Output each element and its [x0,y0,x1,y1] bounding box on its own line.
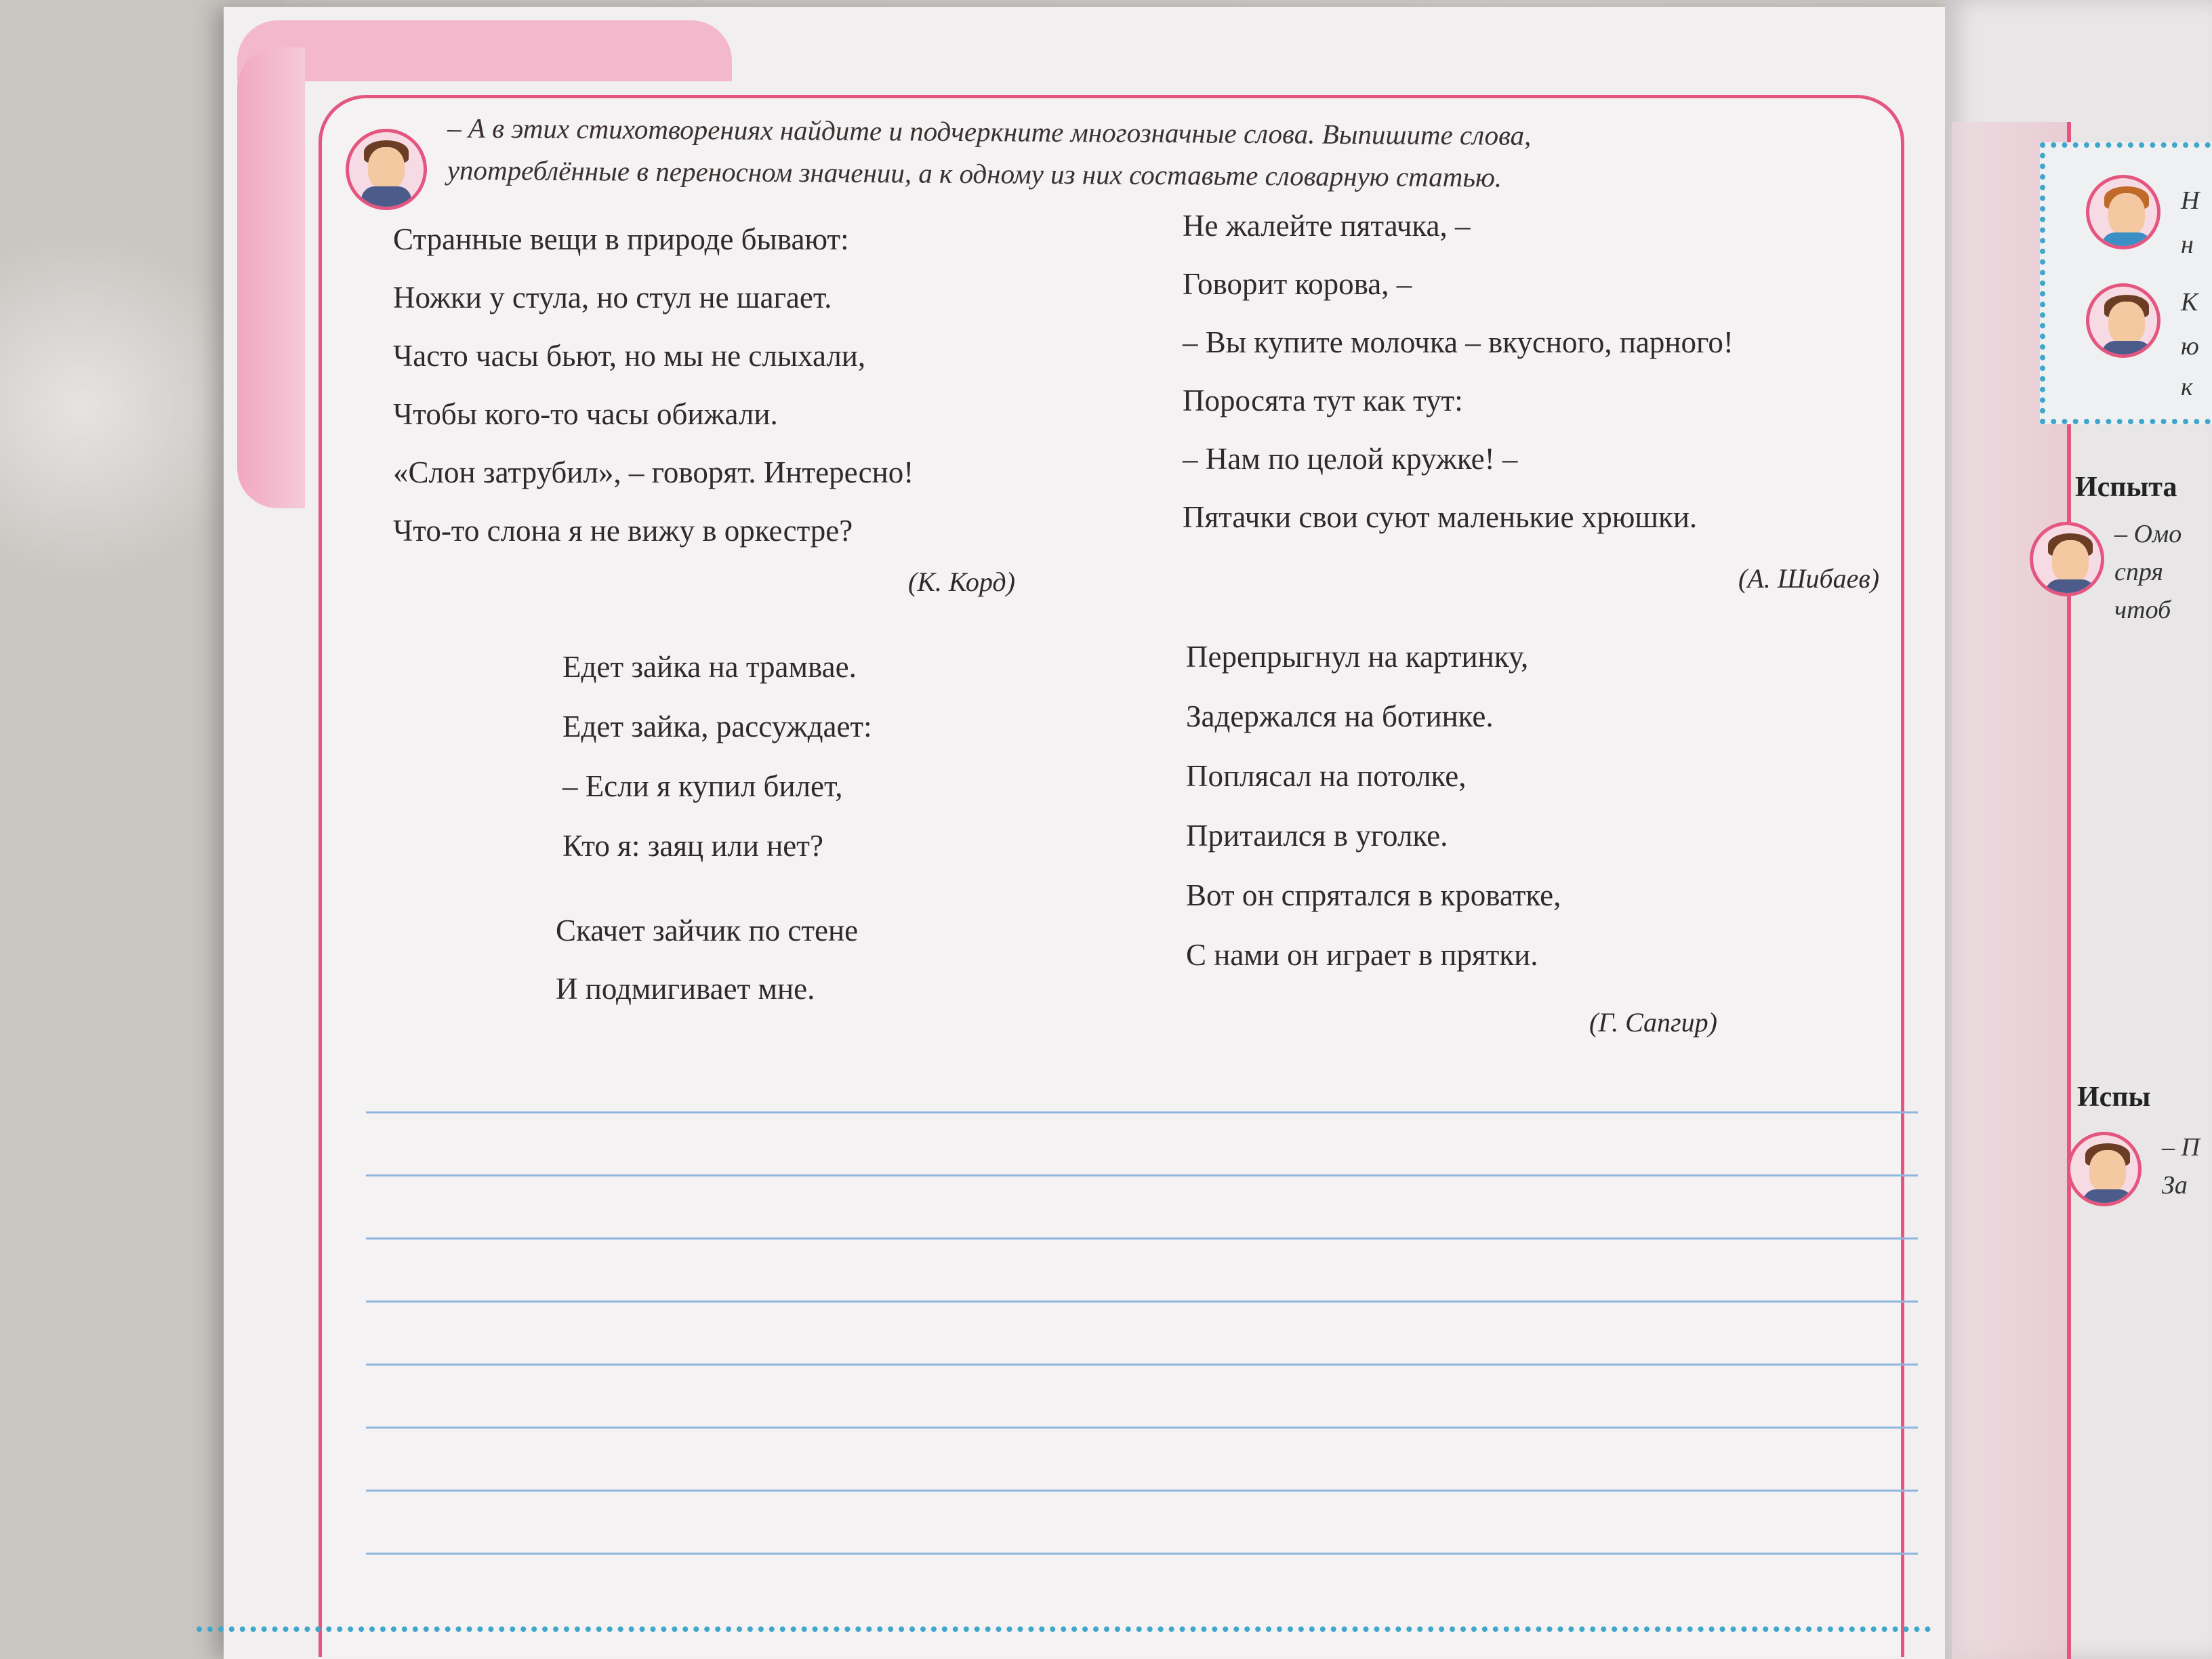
poem-line: Кто я: заяц или нет? [562,829,823,863]
girl-avatar-icon [2086,175,2160,249]
poem-line: И подмигивает мне. [556,972,815,1006]
author-sapgir: (Г. Сапгир) [1589,1007,1717,1038]
answer-line[interactable] [366,1300,1918,1303]
poem-line: – Если я купил билет, [562,769,843,803]
right-heading-1: Испыта [2075,472,2177,503]
poem-line: Вот он спрятался в кроватке, [1186,878,1561,912]
poem-line: Пятачки свои суют маленькие хрюшки. [1183,500,1698,534]
box-text: ю [2181,332,2199,361]
poem-line: Поросята тут как тут: [1183,384,1463,417]
poem-line: Не жалейте пятачка, – [1183,209,1471,243]
answer-line[interactable] [366,1427,1918,1429]
boy-avatar-icon [2030,522,2104,596]
right-text-line: чтоб [2114,596,2171,624]
boy-avatar-icon [2067,1132,2142,1206]
author-shibaev: (А. Шибаев) [1738,563,1880,594]
answer-line[interactable] [366,1237,1918,1240]
boy-avatar-icon [2086,283,2160,358]
box-text: к [2181,373,2193,401]
instruction-line-2: употреблённые в переносном значении, а к одному из них составьте словарную статью. [447,154,1502,193]
right-text-line: – Омо [2114,520,2182,548]
poem-shibaev [1183,197,1734,546]
instruction-line-1: – А в этих стихотворениях найдите и подчеркните многозначные слова. Выпишите слова, [447,112,1532,151]
poem-line: «Слон затрубил», – говорят. Интересно! [393,455,914,489]
poem-line: – Нам по целой кружке! – [1183,442,1518,476]
poem-line: Часто часы бьют, но мы не слыхали, [393,339,866,373]
right-info-box [2040,142,2212,424]
poem-line: Ножки у стула, но стул не шагает. [393,281,832,314]
box-text: н [2181,230,2194,259]
right-heading-2: Испы [2077,1082,2151,1113]
right-text-1 [2114,515,2182,629]
right-text-2 [2162,1128,2200,1204]
poem-line: Странные вещи в природе бывают: [393,222,849,256]
instruction-text [447,107,1871,201]
right-text-line: – П [2162,1133,2200,1162]
boy-avatar-icon [346,129,427,210]
answer-line[interactable] [366,1111,1918,1113]
poem-line: Перепрыгнул на картинку, [1186,640,1529,674]
poem-line: Говорит корова, – [1183,267,1412,301]
poem-sapgir-part2 [556,901,858,1018]
answer-line[interactable] [366,1174,1918,1176]
poem-kord [393,210,914,560]
poem-line: Едет зайка, рассуждает: [562,710,872,743]
pink-page-edge [237,47,305,508]
poem-line: Задержался на ботинке. [1186,699,1494,733]
poem-line: Что-то слона я не вижу в оркестре? [393,514,853,548]
box-text: Н [2181,186,2200,215]
right-text-line: спря [2114,558,2164,586]
poem-line: Скачет зайчик по стене [556,914,859,947]
poem-line: Притаился в уголке. [1186,819,1448,853]
answer-line[interactable] [366,1364,1918,1366]
poem-line: С нами он играет в прятки. [1186,938,1538,972]
answer-line[interactable] [366,1553,1918,1555]
pink-page-tab [237,20,732,81]
author-kord: (К. Корд) [908,567,1015,597]
answer-line[interactable] [366,1490,1918,1492]
bottom-dotted-border [197,1626,1931,1640]
box-text: К [2181,288,2198,316]
poem-sapgir-part1 [562,637,872,876]
poem-line: – Вы купите молочка – вкусного, парного! [1183,325,1734,359]
right-text-line: За [2162,1171,2188,1200]
poem-line: Чтобы кого-то часы обижали. [393,397,778,431]
answer-lines[interactable] [366,1111,1918,1616]
poem-line: Поплясал на потолке, [1186,759,1467,793]
poem-line: Едет зайка на трамвае. [562,650,857,684]
poem-sapgir-part3 [1186,627,1561,985]
